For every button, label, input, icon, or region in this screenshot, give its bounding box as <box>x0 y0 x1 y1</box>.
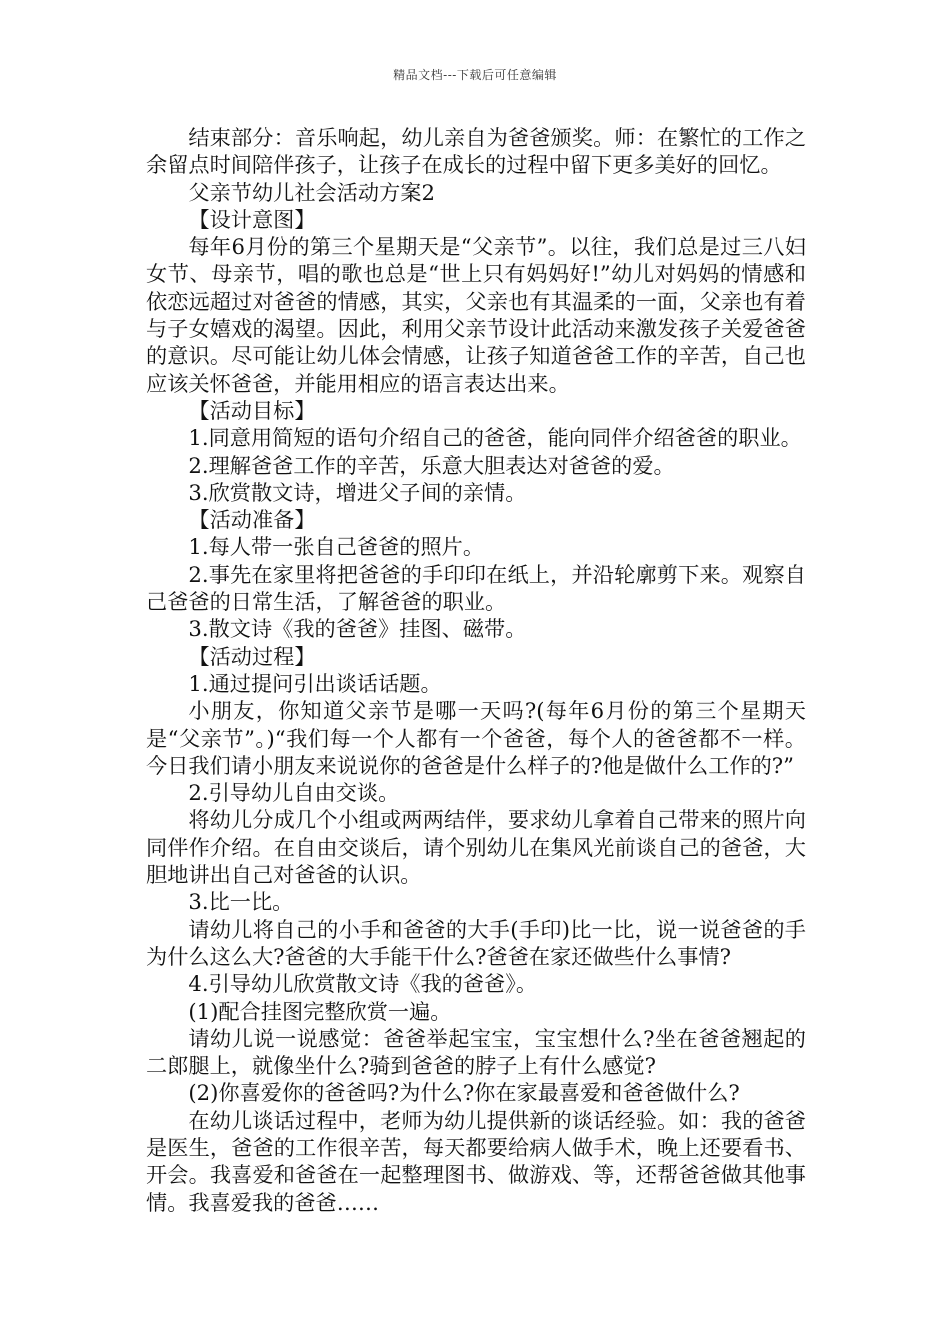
process-step-4-sub-2-detail: 在幼儿谈话过程中，老师为幼儿提供新的谈话经验。如：我的爸爸是医生，爸爸的工作很辛苦，每天都要给病人做手术，晚上还要看书、开会。我喜爱和爸爸在一起整理图书、做游戏、等，还帮爸爸做其他事情。我喜爱我的爸爸…… <box>146 1107 806 1215</box>
page-header: 精品文档---下载后可任意编辑 <box>393 68 557 82</box>
section-heading-goals: 【活动目标】 <box>188 397 316 423</box>
process-step-4-sub-2: (2)你喜爱你的爸爸吗?为什么?你在家最喜爱和爸爸做什么? <box>188 1080 740 1106</box>
goal-item-1: 1.同意用简短的语句介绍自己的爸爸，能向同伴介绍爸爸的职业。 <box>188 425 802 451</box>
process-step-4-sub-1-detail: 请幼儿说一说感觉：爸爸举起宝宝，宝宝想什么?坐在爸爸翘起的二郎腿上，就像坐什么?骑到爸爸的脖子上有什么感觉? <box>146 1025 806 1079</box>
process-step-2: 2.引导幼儿自由交谈。 <box>188 780 400 806</box>
process-step-1: 1.通过提问引出谈话话题。 <box>188 670 442 696</box>
preparation-item-1: 1.每人带一张自己爸爸的照片。 <box>188 534 485 560</box>
paragraph-design-intent: 每年6月份的第三个星期天是“父亲节”。以往，我们总是过三八妇女节、母亲节，唱的歌也总是“世上只有妈妈好!”幼儿对妈妈的情感和依恋远超过对爸爸的情感，其实，父亲也有其温柔的一面，父亲也有着与子女嬉戏的渴望。因此，利用父亲节设计此活动来激发孩子关爱爸爸的意识。尽可能让幼儿体会情感，让孩子知道爸爸工作的辛苦，自己也应该关怀爸爸，并能用相应的语言表达出来。 <box>146 234 806 396</box>
process-step-4-sub-1: (1)配合挂图完整欣赏一遍。 <box>188 998 452 1024</box>
process-step-4: 4.引导幼儿欣赏散文诗《我的爸爸》。 <box>188 971 538 997</box>
document-body <box>146 124 806 1216</box>
section-heading-design-intent: 【设计意图】 <box>188 206 316 232</box>
process-step-2-detail: 将幼儿分成几个小组或两两结伴，要求幼儿拿着自己带来的照片向同伴作介绍。在自由交谈后，请个别幼儿在集风光前谈自己的爸爸，大胆地讲出自己对爸爸的认识。 <box>146 807 806 888</box>
section-heading-preparation: 【活动准备】 <box>188 507 316 533</box>
process-step-3-detail: 请幼儿将自己的小手和爸爸的大手(手印)比一比，说一说爸爸的手为什么这么大?爸爸的大手能干什么?爸爸在家还做些什么事情? <box>146 916 806 969</box>
process-step-1-detail: 小朋友，你知道父亲节是哪一天吗?(每年6月份的第三个星期天是“父亲节”。)“我们每一个人都有一个爸爸，每个人的爸爸都不一样。今日我们请小朋友来说说你的爸爸是什么样子的?他是做什么工作的?” <box>146 698 806 778</box>
preparation-item-2: 2.事先在家里将把爸爸的手印印在纸上，并沿轮廓剪下来。观察自己爸爸的日常生活，了解爸爸的职业。 <box>146 561 806 615</box>
process-step-3: 3.比一比。 <box>188 889 294 915</box>
paragraph-closing-section: 结束部分：音乐响起，幼儿亲自为爸爸颁奖。师：在繁忙的工作之余留点时间陪伴孩子，让孩子在成长的过程中留下更多美好的回忆。 <box>146 125 806 178</box>
goal-item-2: 2.理解爸爸工作的辛苦，乐意大胆表达对爸爸的爱。 <box>188 452 675 478</box>
preparation-item-3: 3.散文诗《我的爸爸》挂图、磁带。 <box>188 616 527 642</box>
section-heading-process: 【活动过程】 <box>188 643 316 669</box>
document-title: 父亲节幼儿社会活动方案2 <box>188 179 435 205</box>
goal-item-3: 3.欣赏散文诗，增进父子间的亲情。 <box>188 479 527 505</box>
